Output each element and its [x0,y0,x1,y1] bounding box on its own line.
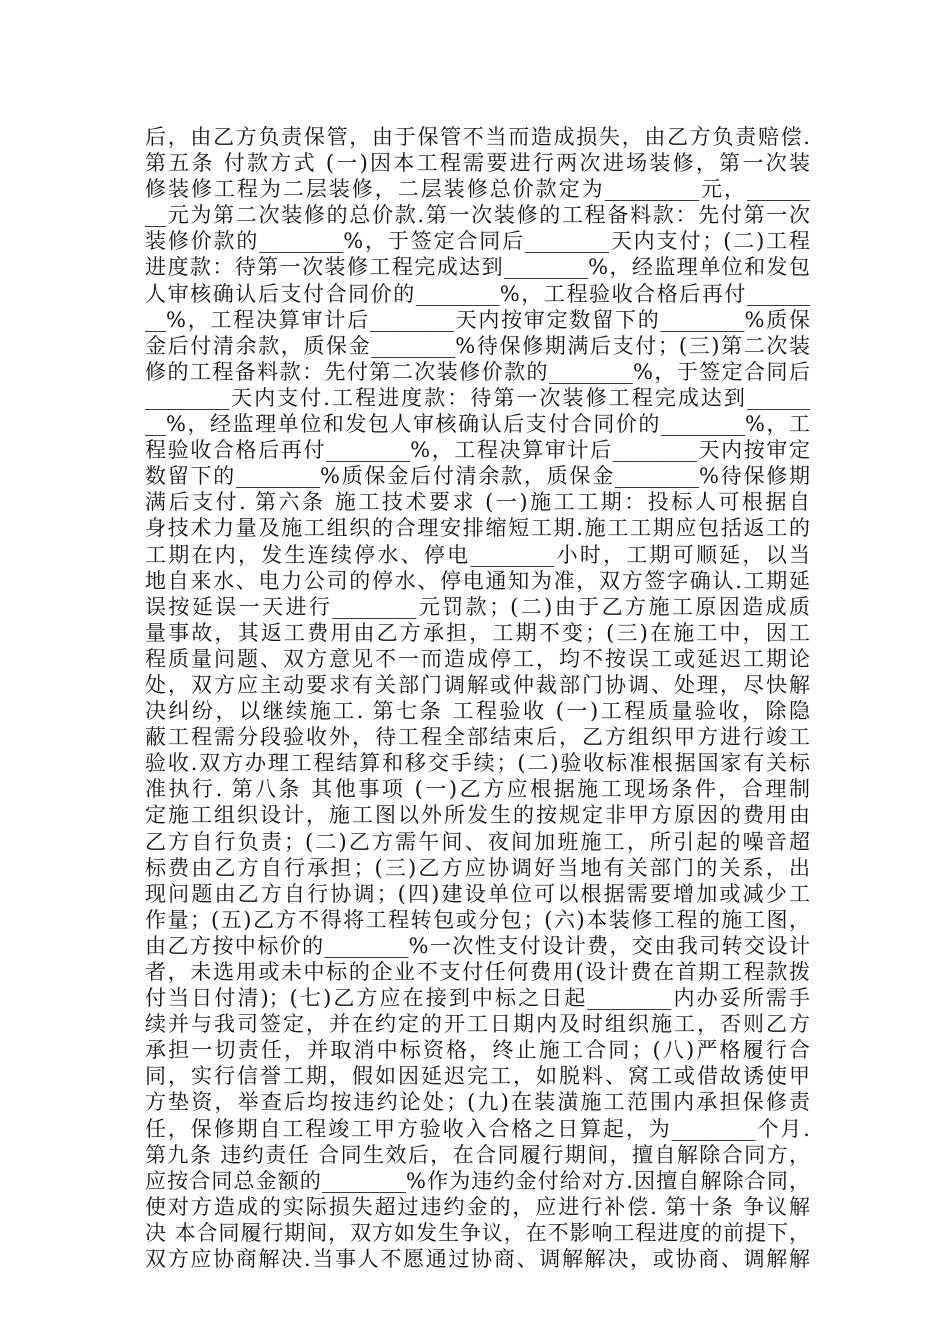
text-line: 后，由乙方负责保管，由于保管不当而造成损失，由乙方负责赔偿. [145,125,810,149]
text-line: 验收.双方办理工程结算和移交手续；(二)验收标准根据国家有关标 [145,751,810,776]
text-line: 身技术力量及施工组织的合理安排缩短工期.施工工期应包括返工的 [145,516,810,541]
text-line: 第五条 付款方式 (一)因本工程需要进行两次进场装修，第一次装 [145,151,810,176]
text-line: 者，未选用或未中标的企业不支付任何费用(设计费在首期工程款拨 [145,960,810,984]
text-line: __%，工程决算审计后________天内按审定数留下的________%质保 [145,307,810,332]
text-line: 修的工程备料款：先付第二次装修价款的________%，于签定合同后 [145,359,810,384]
text-line: __%，经监理单位和发包人审核确认后支付合同价的________%，工 [145,412,810,437]
text-line: 任，保修期自工程竣工甲方验收入合格之日算起，为________个月. [145,1116,810,1141]
text-line: 装修价款的________%，于签定合同后________天内支付；(二)工程 [145,229,810,254]
text-line: 量事故，其返工费用由乙方承担，工期不变；(三)在施工中，因工 [145,620,810,645]
text-line: 处，双方应主动要求有关部门调解或仲裁部门协调、处理，尽快解 [145,672,810,697]
text-line: 误按延误一天进行________元罚款；(二)由于乙方施工原因造成质 [145,594,810,619]
text-line: 决纠纷，以继续施工. 第七条 工程验收 (一)工程质量验收，除隐 [145,699,810,724]
text-line: 作量；(五)乙方不得将工程转包或分包；(六)本装修工程的施工图， [145,907,810,932]
text-line: 付当日付清)；(七)乙方应在接到中标之日起________内办妥所需手 [145,986,810,1011]
text-line: 第九条 违约责任 合同生效后，在合同履行期间，擅自解除合同方， [145,1142,810,1167]
text-line: 数留下的________%质保金后付清余款，质保金________%待保修期 [145,464,810,489]
text-line: 程质量问题、双方意见不一而造成停工，均不按误工或延迟工期论 [145,646,810,671]
text-line: 同，实行信誉工期，假如因延迟完工，如脱料、窝工或借故诱使甲 [145,1064,810,1089]
text-line: 标费由乙方自行承担；(三)乙方应协调好当地有关部门的关系，出 [145,855,810,880]
text-line: __元为第二次装修的总价款.第一次装修的工程备料款：先付第一次 [145,203,810,228]
text-line: 方垫资，举查后均按违约论处；(九)在装潢施工范围内承担保修责 [145,1090,810,1115]
text-line: ________天内支付.工程进度款：待第一次装修工程完成达到______ [145,385,810,410]
text-line: 由乙方按中标价的________%一次性支付设计费，交由我司转交设计 [145,933,810,958]
text-line: 修装修工程为二层装修，二层装修总价款定为_________元，______ [145,177,810,202]
contract-body-text [145,124,810,1272]
text-line: 使对方造成的实际损失超过违约金的，应进行补偿. 第十条 争议解 [145,1194,810,1219]
text-line: 进度款：待第一次装修工程完成达到________%，经监理单位和发包 [145,255,810,280]
text-line: 人审核确认后支付合同价的________%，工程验收合格后再付______ [145,281,810,306]
text-line: 地自来水、电力公司的停水、停电通知为准，双方签字确认.工期延 [145,568,810,593]
text-line: 工期在内，发生连续停水、停电________小时，工期可顺延，以当 [145,542,810,567]
text-line: 蔽工程需分段验收外，待工程全部结束后，乙方组织甲方进行竣工 [145,725,810,750]
text-line: 定施工组织设计，施工图以外所发生的按规定非甲方原因的费用由 [145,803,810,828]
text-line: 承担一切责任，并取消中标资格，终止施工合同；(八)严格履行合 [145,1038,810,1063]
text-line: 满后支付. 第六条 施工技术要求 (一)施工工期：投标人可根据自 [145,490,810,515]
text-line: 决 本合同履行期间，双方如发生争议，在不影响工程进度的前提下， [145,1220,810,1245]
text-line: 准执行. 第八条 其他事项 (一)乙方应根据施工现场条件，合理制 [145,777,810,802]
text-line: 程验收合格后再付________%，工程决算审计后________天内按审定 [145,438,810,463]
text-line: 现问题由乙方自行协调；(四)建设单位可以根据需要增加或减少工 [145,881,810,906]
text-line: 应按合同总金额的________%作为违约金付给对方.因擅自解除合同， [145,1168,810,1193]
text-line: 金后付清余款，质保金________%待保修期满后支付；(三)第二次装 [145,333,810,358]
text-line: 乙方自行负责；(二)乙方需午间、夜间加班施工，所引起的噪音超 [145,829,810,854]
text-line: 续并与我司签定，并在约定的开工日期内及时组织施工，否则乙方 [145,1012,810,1037]
text-line: 双方应协商解决.当事人不愿通过协商、调解解决，或协商、调解解 [145,1247,810,1272]
